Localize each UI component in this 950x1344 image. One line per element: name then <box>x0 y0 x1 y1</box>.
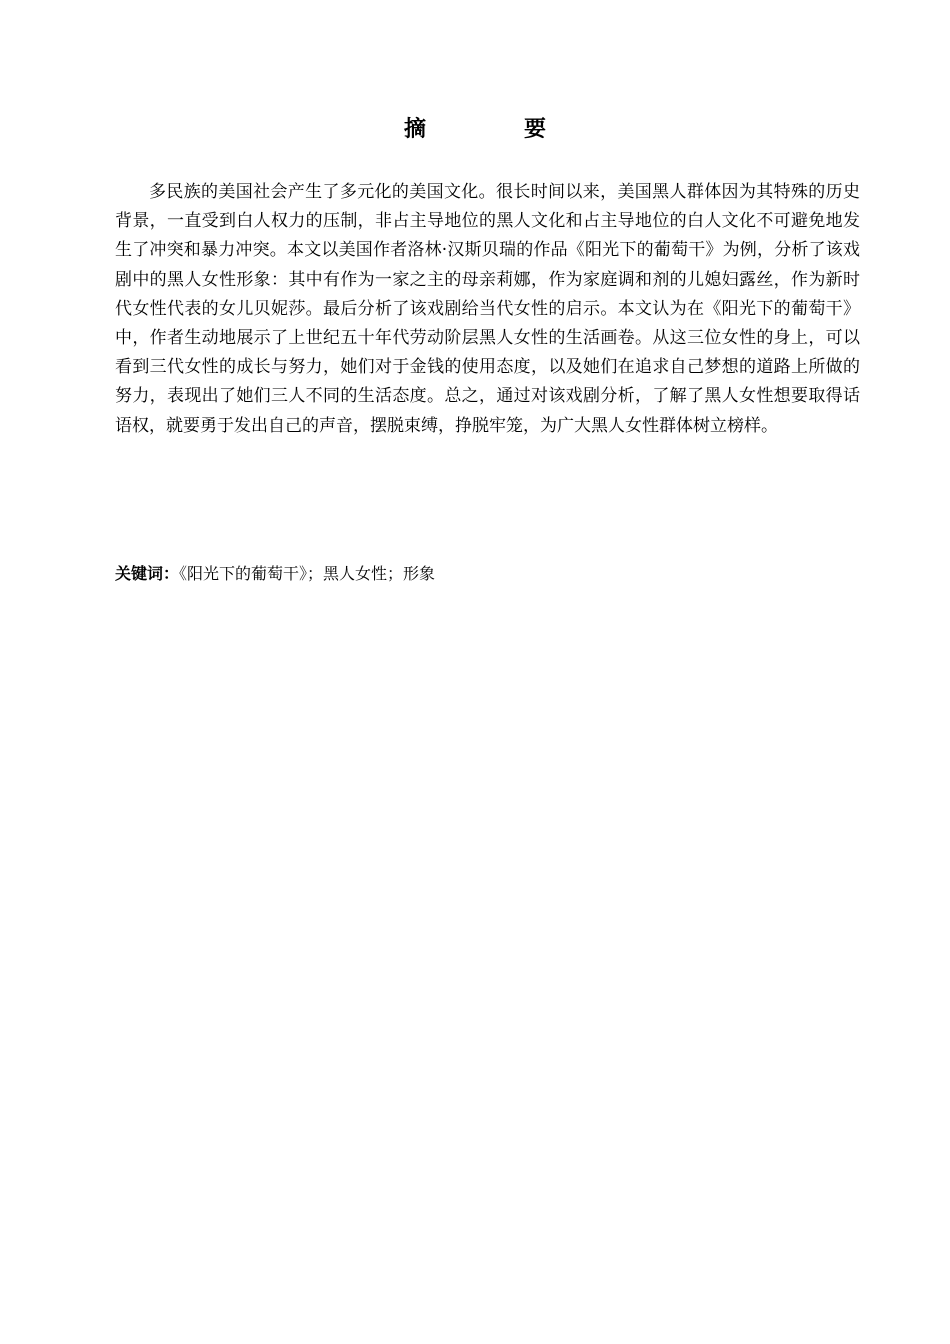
keywords-value: 《阳光下的葡萄干》；黑人女性；形象 <box>179 564 436 583</box>
abstract-body: 多民族的美国社会产生了多元化的美国文化。很长时间以来，美国黑人群体因为其特殊的历史背景，一直受到白人权力的压制，非占主导地位的黑人文化和占主导地位的白人文化不可避免地发生了冲突和暴力冲突。本文以美国作者洛林·汉斯贝瑞的作品《阳光下的葡萄干》为例，分析了该戏剧中的黑人女性形象：其中有作为一家之主的母亲莉娜，作为家庭调和剂的儿媳妇露丝，作为新时代女性代表的女儿贝妮莎。最后分析了该戏剧给当代女性的启示。本文认为在《阳光下的葡萄干》中，作者生动地展示了上世纪五十年代劳动阶层黑人女性的生活画卷。从这三位女性的身上，可以看到三代女性的成长与努力，她们对于金钱的使用态度，以及她们在追求自己梦想的道路上所做的努力，表现出了她们三人不同的生活态度。总之，通过对该戏剧分析，了解了黑人女性想要取得话语权，就要勇于发出自己的声音，摆脱束缚，挣脱牢笼，为广大黑人女性群体树立榜样。 <box>115 182 860 436</box>
keywords-line <box>115 560 860 588</box>
keywords-label: 关键词： <box>115 564 180 583</box>
abstract-title: 摘 要 <box>403 117 584 142</box>
